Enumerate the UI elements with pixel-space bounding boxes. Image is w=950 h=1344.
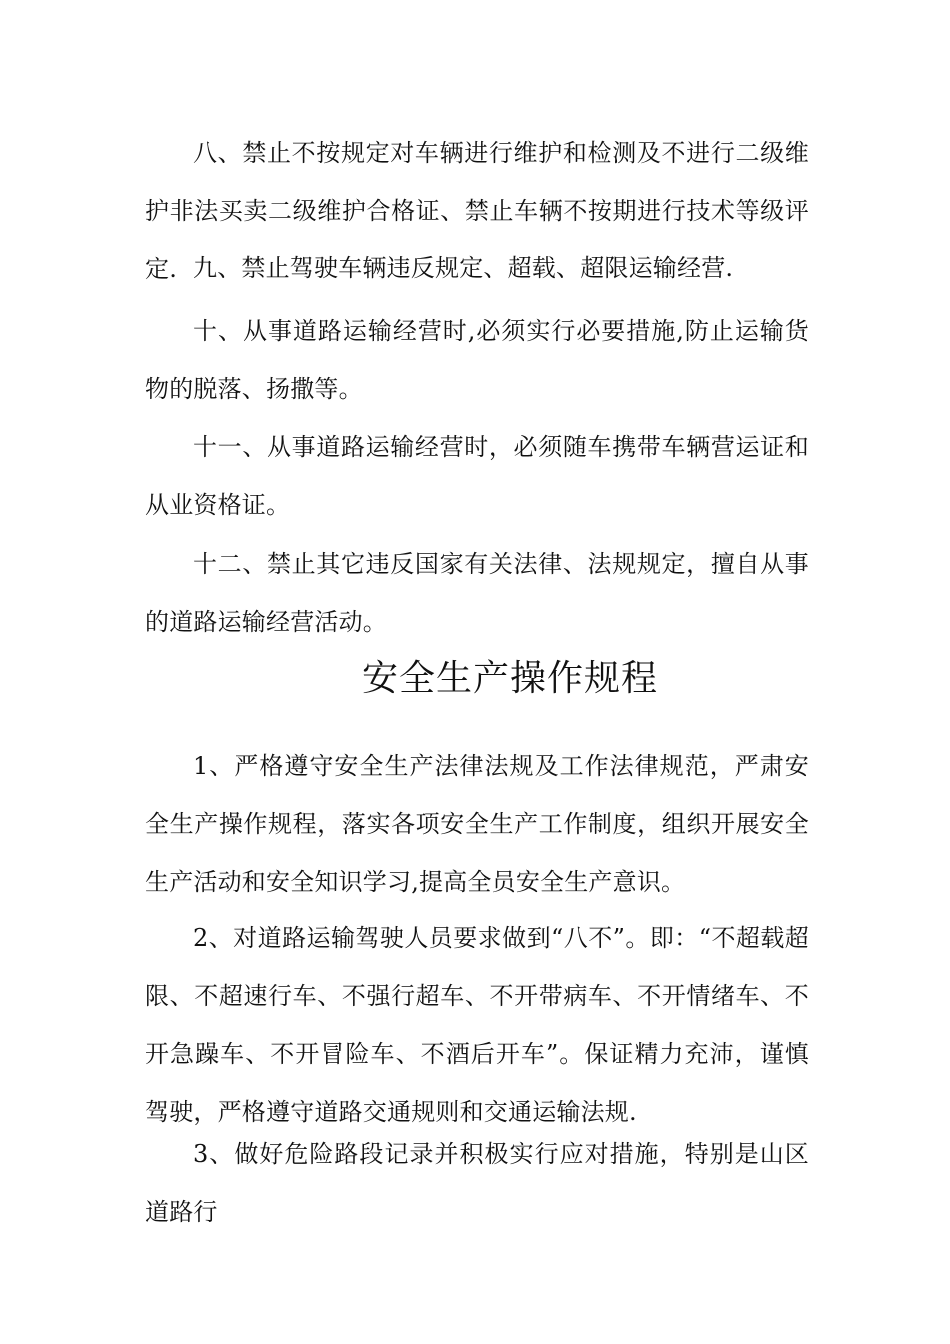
paragraph-item-9: 九、禁止驾驶车辆违反规定、超载、超限运输经营. (193, 254, 734, 282)
paragraph-item-8: 八、禁止不按规定对车辆进行维护和检测及不进行二级维护非法买卖二级维护合格证、禁止车辆不按期进行技术等级评定. (145, 139, 809, 283)
section-heading: 安全生产操作规程 (361, 658, 658, 699)
paragraph-item-10: 十、从事道路运输经营时,必须实行必要措施,防止运输货物的脱落、扬撒等。 (145, 317, 809, 403)
paragraph-item-12: 十二、禁止其它违反国家有关法律、法规规定，擅自从事的道路运输经营活动。 (145, 550, 809, 636)
procedure-item-3: 3、做好危险路段记录并积极实行应对措施，特别是山区道路行 (145, 1140, 809, 1226)
paragraph-item-11: 十一、从事道路运输经营时，必须随车携带车辆营运证和从业资格证。 (145, 433, 809, 519)
procedure-item-1: 1、严格遵守安全生产法律法规及工作法律规范，严肃安全生产操作规程，落实各项安全生产工作制度，组织开展安全生产活动和安全知识学习,提高全员安全生产意识。 (145, 752, 809, 896)
procedure-item-2: 2、对道路运输驾驶人员要求做到“八不”。即：“不超载超限、不超速行车、不强行超车、不开带病车、不开情绪车、不开急躁车、不开冒险车、不酒后开车”。保证精力充沛，谨慎驾驶，严格遵守道路交通规则和交通运输法规. (145, 924, 809, 1126)
